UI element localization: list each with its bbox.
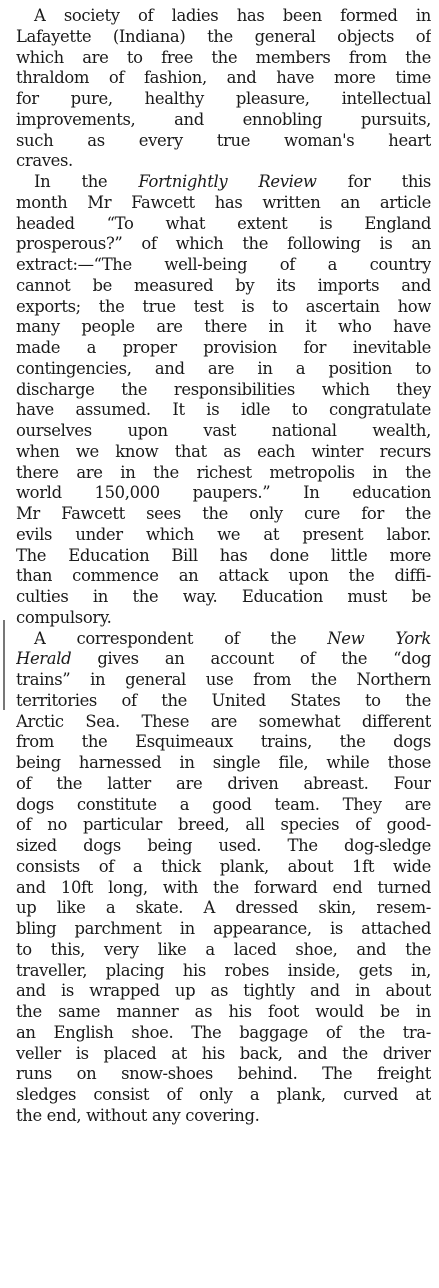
text-line: made a proper provision for inevitable <box>16 338 431 357</box>
text-line: Arctic Sea. These are somewhat different <box>16 711 431 731</box>
text-line: of no particular breed, all species of good- <box>16 815 431 835</box>
text-line: Mr Fawcett sees the only cure for the <box>16 504 431 523</box>
text-line: headed “To what extent is England <box>16 213 431 233</box>
column-rule <box>3 620 5 710</box>
text-line: an English shoe. The baggage of the tra- <box>16 1022 431 1042</box>
text-line: traveller, placing his robes inside, gets in, <box>16 960 431 980</box>
text-line: bling parchment in appearance, is attached <box>16 919 431 938</box>
text-line: A society of ladies has been formed in <box>34 6 431 25</box>
text-line: prosperous?” of which the following is an <box>16 234 431 254</box>
paragraph-fawcett <box>16 172 431 629</box>
text-line: Lafayette (Indiana) the general objects of <box>16 26 431 46</box>
paragraph-lafayette <box>16 6 431 172</box>
text-line: up like a skate. A dressed skin, resem- <box>16 898 431 918</box>
text-line: month Mr Fawcett has written an article <box>16 192 431 212</box>
text-line: consists of a thick plank, about 1ft wide <box>16 856 431 876</box>
text-line: the same manner as his foot would be in <box>16 1002 431 1021</box>
text-line: evils under which we at present labor. <box>16 524 431 544</box>
paragraph-dog-trains <box>16 629 431 1127</box>
text-line: exports; the true test is to ascertain how <box>16 296 431 316</box>
text-line: thraldom of fashion, and have more time <box>16 68 431 88</box>
text-line: the end, without any covering. <box>16 1105 260 1125</box>
text-line: improvements, and ennobling pursuits, <box>16 109 431 129</box>
text-line: The Education Bill has done little more <box>16 545 431 565</box>
text-line: many people are there in it who have <box>16 317 431 337</box>
text-line: for pure, healthy pleasure, intellectual <box>16 89 431 108</box>
text-line: runs on snow-shoes behind. The freight <box>16 1064 431 1084</box>
text-line: craves. <box>16 151 73 171</box>
text-line: cannot be measured by its imports and <box>16 275 431 295</box>
text-line: when we know that as each winter recurs <box>16 441 431 461</box>
text-line: territories of the United States to the <box>16 690 431 710</box>
text-line: discharge the responsibilities which they <box>16 379 431 399</box>
article-text <box>16 6 431 1127</box>
text-line: extract:—“The well-being of a country <box>16 255 431 274</box>
text-line: have assumed. It is idle to congratulate <box>16 400 431 420</box>
text-line: world 150,000 paupers.” In education <box>16 483 431 503</box>
text-line: which are to free the members from the <box>16 47 431 67</box>
text-line: ourselves upon vast national wealth, <box>16 421 431 440</box>
text-line: trains” in general use from the Northern <box>16 670 431 689</box>
text-line: sized dogs being used. The dog-sledge <box>16 836 431 855</box>
text-line: being harnessed in single file, while those <box>16 753 431 772</box>
text-line: and is wrapped up as tightly and in about <box>16 981 431 1001</box>
text-line: to this, very like a laced shoe, and the <box>16 939 431 959</box>
text-line: In the Fortnightly Review for this <box>34 172 431 191</box>
text-line: Herald gives an account of the “dog <box>16 649 431 669</box>
text-line: than commence an attack upon the diffi- <box>16 566 431 586</box>
text-line: contingencies, and are in a position to <box>16 358 431 378</box>
text-line: there are in the richest metropolis in the <box>16 462 431 482</box>
text-line: sledges consist of only a plank, curved at <box>16 1085 431 1104</box>
text-line: of the latter are driven abreast. Four <box>16 773 431 793</box>
text-line: and 10ft long, with the forward end turned <box>16 877 431 897</box>
text-line: veller is placed at his back, and the driver <box>16 1043 431 1063</box>
text-line: culties in the way. Education must be <box>16 587 431 606</box>
text-line: such as every true woman's heart <box>16 130 431 150</box>
text-line: compulsory. <box>16 607 112 627</box>
text-line: dogs constitute a good team. They are <box>16 794 431 814</box>
text-line: A correspondent of the New York <box>34 628 431 648</box>
text-line: from the Esquimeaux trains, the dogs <box>16 732 431 752</box>
